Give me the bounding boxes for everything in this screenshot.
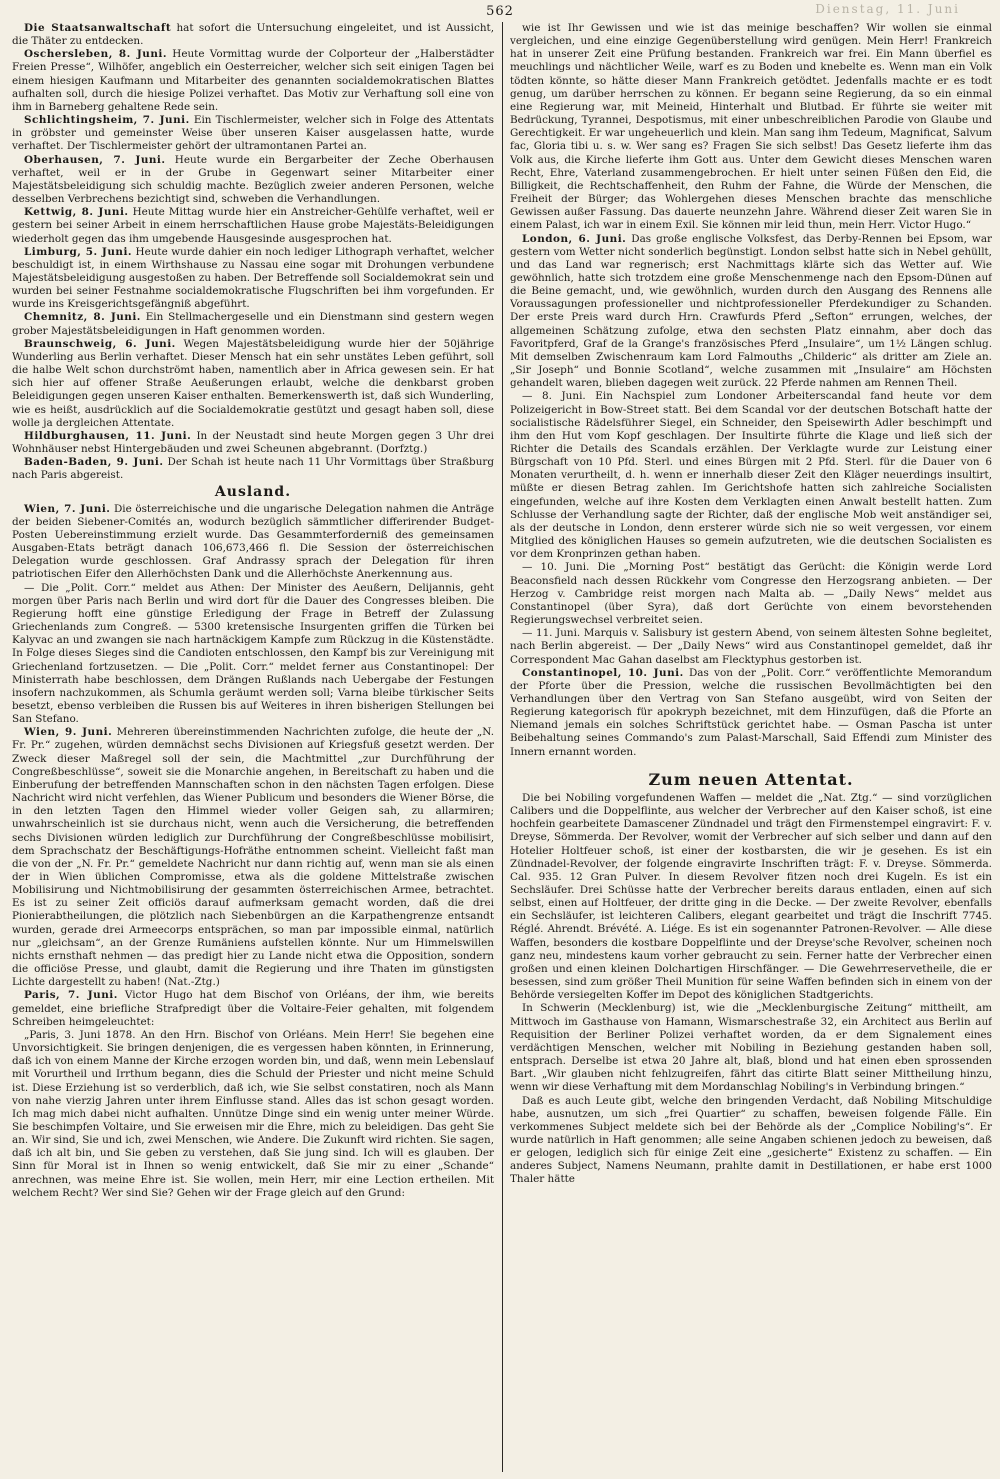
article-text: Ein Tischlermeister, welcher sich in Folge des Attentats in gröbster und gemeinster Weise über unseren Kaiser ausgelassen hatte, wurde verhaftet. Der Tischlermeister gehört der ultramontanen Partei an. <box>12 114 494 153</box>
article-text: — 11. Juni. Marquis v. Salisbury ist gestern Abend, von seinem ältesten Sohne begleitet, nach Berlin abgereist. — Der „Daily News“ wird aus Constantinopel gemeldet, daß ihr Correspondent Mac Gahan daselbst am Flecktyphus gestorben ist. <box>510 627 992 666</box>
section-title-ausland: Ausland. <box>214 484 292 501</box>
article-paragraph <box>510 667 992 759</box>
article-text: Das von der „Polit. Corr.“ veröffentlichte Memorandum der Pforte über die Pression, welche die russischen Bevollmächtigten bei den Verhandlungen über den Vertrag von San Stefano ausgeübt, wird von Seiten der Regierung kategorisch für apokryph bezeichnet, mit dem Hinzufügen, daß die Pforte an Niemand jemals ein solches Schriftstück gerichtet habe. — Osman Pascha ist unter Beibehaltung seines Commando's zum Palast-Marschall, Said Effendi zum Minister des Innern ernannt worden. <box>510 666 992 758</box>
article-paragraph <box>510 561 992 627</box>
article-text: Heute Mittag wurde hier ein Anstreicher-Gehülfe verhaftet, weil er gestern bei seiner Arbeit in einem herrschaftlichen Hause grobe Majestäts-Beleidigungen wiederholt gegen das ihm umgebende Hausgesinde ausgesprochen hat. <box>12 206 494 245</box>
article-paragraph <box>12 246 494 312</box>
article-paragraph <box>12 154 494 207</box>
article-dateline: Schlichtingsheim, 7. Juni. <box>24 114 190 127</box>
article-paragraph <box>510 390 992 561</box>
column-divider <box>502 22 503 1472</box>
article-paragraph <box>12 48 494 114</box>
article-dateline: Baden-Baden, 9. Juni. <box>24 456 164 469</box>
article-paragraph <box>12 1029 494 1200</box>
article-text: — 8. Juni. Ein Nachspiel zum Londoner Arbeiterscandal fand heute vor dem Polizeigericht in Bow-Street statt. Bei dem Scandal vor der deutschen Botschaft hatte der socialistische Rädelsführer Siegel, ein Schneider, den Speisewirth Adler beschimpft und ihm den Hut vom Kopf geschlagen. Der Insultirte führte die Klage und ließ sich der Richter die Details des Scandals erzählen. Der Verklagte wurde zur Leistung einer Bürgschaft von 10 Pfd. Sterl. und eines Bürgen mit 2 Pfd. Sterl. für die Dauer von 6 Monaten verurtheilt, d. h. wenn er innerhalb dieser Zeit den Kläger neuerdings insultirt, müßte er diesen Betrag zahlen. Im Gerichtshofe hatten sich zahlreiche Socialisten eingefunden, welche auf ihre Kosten dem Verklagten einen Anwalt bestellt hatten. Zum Schlusse der Verhandlung sagte der Richter, daß der englische Mob weit anständiger sei, als der deutsche in London, denn ersterer würde sich nie so weit vergessen, vor einem Mitglied des königlichen Hauses so gemein aufzutreten, wie die deutschen Socialisten es vor dem Kronprinzen gethan haben. <box>510 390 992 561</box>
article-paragraph <box>12 206 494 245</box>
article-paragraph <box>510 22 992 233</box>
article-dateline: Oschersleben, 8. Juni. <box>24 48 167 61</box>
article-text: Wegen Majestätsbeleidigung wurde hier der 50jährige Wunderling aus Berlin verhaftet. Dieser Mensch hat ein sehr unstätes Leben geführt, soll die halbe Welt schon durchströmt haben, namentlich aber in Africa gewesen sein. Er hat sich hier auf offener Straße Aeußerungen erlaubt, welche die denkbarst groben Beleidigungen gegen unseren Kaiser enthalten. Bemerkenswerth ist, daß sich Wunderling, wie es heißt, ausdrücklich auf die Socialdemokratie gestützt und gesagt haben soll, diese wolle ja dergleichen Attentate. <box>12 337 494 429</box>
right-articles-attentat <box>510 792 992 1187</box>
article-text: Victor Hugo hat dem Bischof von Orléans, der ihm, wie bereits gemeldet, eine briefliche Strafpredigt über die Voltaire-Feier gehalten, mit folgendem Schreiben heimgeleuchtet: <box>12 989 494 1028</box>
article-text: Daß es auch Leute gibt, welche den bringenden Verdacht, daß Nobiling Mitschuldige habe, ausnutzen, um sich „frei Quartier“ zu schaffen, beweisen folgende Fälle. Ein verkommenes Subject meldete sich bei der Behörde als der „Complice Nobiling's“. Er wurde natürlich in Haft genommen; alle seine Angaben schienen jedoch zu beweisen, daß er gelogen, lediglich sich für einige Zeit eine „gesicherte“ Existenz zu schaffen. — Ein anderes Subject, Namens Neumann, prahlte damit in Destillationen, er habe erst 1000 Thaler hätte <box>510 1094 992 1186</box>
article-dateline: Oberhausen, 7. Juni. <box>24 153 166 166</box>
article-paragraph <box>510 1095 992 1187</box>
article-text: In der Neustadt sind heute Morgen gegen 3 Uhr drei Wohnhäuser nebst Hintergebäuden und zwei Scheunen abgebrannt. (Dorfztg.) <box>12 429 494 455</box>
article-dateline: Constantinopel, 10. Juni. <box>522 666 684 679</box>
article-paragraph <box>12 726 494 989</box>
article-dateline: Wien, 9. Juni. <box>24 726 113 739</box>
article-text: Heute Vormittag wurde der Colporteur der „Halberstädter Freien Presse“, Wilhöfer, angeblich ein Oesterreicher, welcher sich seit einigen Tagen bei einem hiesigen Kaufmann und Mitarbeiter des genannten socialdemokratischen Blattes aufhalten soll, durch die hiesige Polizei verhaftet. Das Motiv zur Verhaftung soll eine von ihm in Barneberg gehaltene Rede sein. <box>12 48 494 113</box>
article-dateline: Hildburghausen, 11. Juni. <box>24 429 192 442</box>
article-paragraph <box>510 792 992 1003</box>
article-paragraph <box>12 503 494 582</box>
article-paragraph <box>12 456 494 482</box>
left-column <box>12 22 494 1472</box>
article-text: Die bei Nobiling vorgefundenen Waffen — meldet die „Nat. Ztg.“ — sind vorzüglichen Calibers und die Doppelflinte, aus welcher der Verbrecher auf den Kaiser schoß, ist eine hochfein gearbeitete Damascener Zündnadel und trägt den Firmenstempel eingravirt: F. v. Dreyse, Sömmerda. Der Revolver, womit der Verbrecher auf sich selber und dann auf den Hotelier Holtfeuer schoß, ist einer der kostbarsten, die wir je gesehen. Es ist ein Zündnadel-Revolver, der folgende eingravirte Inschriften trägt: F. v. Dreyse. Sömmerda. Cal. 935. 12 Gran Pulver. In diesem Revolver fitzen noch drei Kugeln. Es ist ein Sechsläufer. Drei Schüsse hatte der Verbrecher bereits daraus entladen, einen auf sich selbst, einen auf Holtfeuer, der dritte ging in die Decke. — Der zweite Revolver, ebenfalls ein Sechsläufer, ist leichteren Calibers, elegant gearbeitet und trägt die Inschrift 7745. Réglé. Ahrendt. Brévété. A. Liége. Es ist ein sogenannter Patronen-Revolver. — Alle diese Waffen, besonders die kostbare Doppelflinte und der Dreyse'sche Revolver, scheinen noch ganz neu, mindestens kaum vorher gebraucht zu sein. Ferner hatte der Verbrecher einen großen und einen kleinen Dolchartigen Hirschfänger. — Die Gewehrreservetheile, die er besessen, sind zum größer Theil Munition für seine Waffen befinden sich in einem von der Behörde versiegelten Koffer im Depot des königlichen Stadtgerichts. <box>510 791 992 1002</box>
article-dateline: Die Staatsanwaltschaft <box>24 22 172 34</box>
article-text: Heute wurde dahier ein noch lediger Lithograph verhaftet, welcher beschuldigt ist, in einem Wirthshause zu Nassau eine sogar mit Drohungen verbundene Majestätsbeleidigung ausgestoßen zu haben. Der Betreffende soll Socialdemokrat sein und wurden bei seiner Festnahme socialdemokratische Flugschriften bei ihm vorgefunden. Er wurde ins Kreisgerichtsgefängniß abgeführt. <box>12 245 494 311</box>
article-dateline: Wien, 7. Juni. <box>24 502 111 515</box>
left-articles-inland <box>12 22 494 482</box>
article-text: wie ist Ihr Gewissen und wie ist das meinige beschaffen? Wir wollen sie einmal vergleichen, und eine einzige Gegenüberstellung wird genügen. Mein Herr! Frankreich hat in unserer Zeit eine Prüfung bestanden. Frankreich war frei. Ein Mann überfiel es meuchlings und nächtlicher Weile, warf es zu Boden und knebelte es. Wenn man ein Volk tödten könnte, so hätte dieser Mann Frankreich getödtet. Jedenfalls machte er es todt genug, um darüber herrschen zu können. Er begann seine Regierung, da so ein einmal eine Regierung war, mit Meineid, Hinterhalt und Blutbad. Er führte sie weiter mit Bedrückung, Tyrannei, Despotismus, mit einer unbeschreiblichen Parodie von Glaube und Gerechtigkeit. Er war ungeheuerlich und klein. Man sang ihm Tedeum, Magnificat, Salvum fac, Gloria tibi u. s. w. Wer sang es? Fragen Sie sich selbst! Das Gesetz lieferte ihm das Volk aus, die Kirche lieferte ihm Gott aus. Unter dem Gewicht dieses Menschen waren Recht, Ehre, Vaterland zusammengebrochen. Er hielt unter seinen Füßen den Eid, die Billigkeit, die Rechtschaffenheit, den Ruhm der Fahne, die Würde der Menschen, die Freiheit der Bürger; das Wohlergehen dieses Menschen brachte das menschliche Gewissen außer Fassung. Das dauerte neunzehn Jahre. Während dieser Zeit waren Sie in einem Palast, ich war in einem Exil. Sie können mir leid thun, mein Herr. Victor Hugo.“ <box>510 22 992 232</box>
article-text: Das große englische Volksfest, das Derby-Rennen bei Epsom, war gestern vom Wetter nicht sonderlich begünstigt. London selbst hatte sich in Nebel gehüllt, und das Land war regnerisch; erst Nachmittags klärte sich das Wetter auf. Wie gewöhnlich, hatte sich trotzdem eine große Menschenmenge nach den Epsom-Dünen auf die Beine gemacht, und, wie gewöhnlich, wurden durch den Ausgang des Rennens alle Voraussagungen professioneller und nichtprofessioneller Pferdekundiger zu Schanden. Der erste Preis ward durch Hrn. Crawfurds Pferd „Sefton“ errungen, welches, der allgemeinen Schätzung zufolge, etwa den sechsten Platz einnahm, aber doch das Favoritpferd, Graf de la Grange's französisches Pferd „Insulaire“, um 1½ Längen schlug. Mit demselben Zwischenraum kam Lord Falmouths „Childeric“ als dritter am Ziele an. „Sir Joseph“ und Bonnie Scotland“, welche zusammen mit „Insulaire“ am Höchsten gehandelt waren, blieben dagegen weit zurück. 22 Pferde nahmen am Rennen Theil. <box>510 232 992 390</box>
article-paragraph <box>12 22 494 48</box>
article-text: Heute wurde ein Bergarbeiter der Zeche Oberhausen verhaftet, weil er in der Grube in Gegenwart seiner Mitarbeiter einer Majestätsbeleidigung sich schuldig machte. Bezüglich zweier anderen Personen, welche desselben Verbrechens bezichtigt sind, schweben die Verhandlungen. <box>12 153 494 206</box>
right-column <box>510 22 992 1472</box>
right-articles-foreign <box>510 22 992 759</box>
article-text: Der Schah ist heute nach 11 Uhr Vormittags über Straßburg nach Paris abgereist. <box>12 456 494 482</box>
article-text: In Schwerin (Mecklenburg) ist, wie die „Mecklenburgische Zeitung“ mittheilt, am Mittwoch im Gasthause von Hamann, Wismarschestraße 32, ein Architect aus Berlin auf Requisition der Berliner Polizei verhaftet worden, da er dem Signalement eines verdächtigen Menschen, welcher mit Nobiling in Beziehung gestanden haben soll, entsprach. Derselbe ist etwa 20 Jahre alt, blaß, blond und hat einen eben sprossenden Bart. „Wir glauben nicht fehlzugreifen, fährt das citirte Blatt seiner Mittheilung hinzu, wenn wir diese Verhaftung mit dem Mordanschlag Nobiling's in Verbindung bringen.“ <box>510 1002 992 1094</box>
article-paragraph <box>12 582 494 727</box>
article-paragraph <box>12 989 494 1028</box>
article-dateline: London, 6. Juni. <box>522 232 627 245</box>
article-paragraph <box>12 114 494 153</box>
article-paragraph <box>12 311 494 337</box>
article-dateline: Chemnitz, 8. Juni. <box>24 311 141 324</box>
article-dateline: Paris, 7. Juni. <box>24 989 118 1002</box>
section-title-attentat: Zum neuen Attentat. <box>648 769 854 789</box>
article-paragraph <box>12 338 494 430</box>
article-text: — 10. Juni. Die „Morning Post“ bestätigt das Gerücht: die Königin werde Lord Beaconsfield nach dessen Rückkehr vom Congresse den Herzogsrang anbieten. — Der Herzog v. Cambridge reist morgen nach Malta ab. — „Daily News“ meldet aus Constantinopel (über Syra), daß dort Gerüchte von einem bevorstehenden Regierungswechsel verbreitet seien. <box>510 561 992 627</box>
article-dateline: Limburg, 5. Juni. <box>24 245 133 258</box>
article-text: — Die „Polit. Corr.“ meldet aus Athen: Der Minister des Aeußern, Delijannis, geht morgen über Paris nach Berlin und wird dort für die Dauer des Congresses bleiben. Die Regierung hofft eine günstige Erledigung der Frage in Betreff der Zulassung Griechenlands zum Congreß. — 5300 kretensische Insurgenten griffen die Türken bei Kalyvac an und zwangen sie nach hartnäckigem Kampfe zum Rückzug in die Küstenstädte. In Folge dieses Sieges sind die Candioten entschlossen, den Kampf bis zur Vereinigung mit Griechenland fortzusetzen. — Die „Polit. Corr.“ meldet ferner aus Constantinopel: Der Ministerrath habe beschlossen, dem Drängen Rußlands nach Uebergabe der Festungen insofern nachzukommen, als Schumla geräumt werden soll; Varna bleibe türkischer Seits besetzt, ebenso verbleiben die Russen bis auf Weiteres in ihren bisherigen Stellungen bei San Stefano. <box>12 581 494 726</box>
article-text: „Paris, 3. Juni 1878. An den Hrn. Bischof von Orléans. Mein Herr! Sie begehen eine Unvorsichtigkeit. Sie bringen denjenigen, die es vergessen haben könnten, in Erinnerung, daß ich von einem Manne der Kirche erzogen worden bin, und daß, wenn mein Lebenslauf mit Vorurtheil und Irrthum begann, dies die Schuld der Priester und nicht meine Schuld ist. Diese Erziehung ist so verderblich, daß ich, wie Sie selbst constatiren, noch als Mann von nahe vierzig Jahren unter ihrem Einflusse stand. Alles das ist schon gesagt worden. Ich mag mich dabei nicht aufhalten. Unnütze Dinge sind ein wenig unter meiner Würde. Sie beschimpfen Voltaire, und Sie erweisen mir die Ehre, mich zu beleidigen. Das geht Sie an. Wir sind, Sie und ich, zwei Menschen, wie Andere. Die Zukunft wird richten. Sie sagen, daß ich alt bin, und Sie geben zu verstehen, daß Sie jung sind. Ich will es glauben. Der Sinn für Moral ist in Ihnen so wenig entwickelt, daß Sie mir zu einer „Schande“ anrechnen, was meine Ehre ist. Sie wollen, mein Herr, mir eine Lection ertheilen. Mit welchem Recht? Wer sind Sie? Gehen wir der Frage gleich auf den Grund: <box>12 1028 494 1199</box>
article-text: Mehreren übereinstimmenden Nachrichten zufolge, die heute der „N. Fr. Pr.“ zugehen, würden demnächst sechs Divisionen auf Kriegsfuß gesetzt werden. Der Zweck dieser Maßregel soll der sein, die Machtmittel „zur Durchführung der Congreßbeschlüsse“, soweit sie die Monarchie angehen, in Bereitschaft zu haben und die Einberufung der betreffenden Mannschaften schon in den nächsten Tagen erfolgen. Diese Nachricht wird nicht verfehlen, das Wiener Publicum und besonders die Wiener Börse, die in den letzten Tagen den Himmel wieder voller Geigen sah, zu allarmiren; unwahrscheinlich ist sie durchaus nicht, wenn auch die Versicherung, die betreffenden sechs Divisionen würden lediglich zur Durchführung der Congreßbeschlüsse mobilisirt, dem Sprachschatz der Beschäftigungs-Hofräthe entnommen scheint. Vielleicht faßt man die von der „N. Fr. Pr.“ gemeldete Nachricht nur dann richtig auf, wenn man sie als einen der in Wien üblichen Compromisse, etwa als die goldene Mittelstraße zwischen Mobilisirung und Nichtmobilisirung der gesammten österreichischen Armee, betrachtet. Es ist zu seiner Zeit officiös darauf aufmerksam gemacht worden, daß die drei Pionierabtheilungen, die plötzlich nach Siebenbürgen an die Karpathengrenze entsandt wurden, gerade drei Armeecorps entsprächen, so man par impossible einmal, natürlich nur „gleichsam“, an der Grenze Rumäniens aufstellen könnte. Nur um Himmelswillen nichts ernsthaft nehmen — das predigt hier zu Lande nicht etwa die Opposition, sondern die officiöse Presse, und glaubt, damit die Regierung und ihre Thaten im günstigsten Lichte dargestellt zu haben! (Nat.-Ztg.) <box>12 726 494 989</box>
article-paragraph <box>510 627 992 666</box>
article-text: Die österreichische und die ungarische Delegation nahmen die Anträge der beiden Siebener-Comités an, wodurch bezüglich sämmtlicher differirender Budget-Posten Uebereinstimmung erzielt wurde. Das Gesammterforderniß des gemeinsamen Ausgaben-Etats beträgt danach 106,673,466 fl. Die Session der österreichischen Delegation wurde geschlossen. Graf Andrassy sprach der Delegation für ihren patriotischen Eifer den Allerhöchsten Dank und die Allerhöchste Anerkennung aus. <box>12 502 494 581</box>
page-number: 562 <box>486 4 514 19</box>
bleed-through-text: Dienstag, 11. Juni <box>815 2 960 16</box>
article-paragraph <box>510 1002 992 1094</box>
article-text: hat sofort die Untersuchung eingeleitet, und ist Aussicht, die Thäter zu entdecken. <box>12 22 494 48</box>
left-articles-ausland <box>12 503 494 1200</box>
article-text: Ein Stellmachergeselle und ein Dienstmann sind gestern wegen grober Majestätsbeleidigungen in Haft genommen worden. <box>12 311 494 337</box>
article-dateline: Braunschweig, 6. Juni. <box>24 337 176 350</box>
article-dateline: Kettwig, 8. Juni. <box>24 206 129 219</box>
article-paragraph <box>12 430 494 456</box>
article-paragraph <box>510 233 992 391</box>
